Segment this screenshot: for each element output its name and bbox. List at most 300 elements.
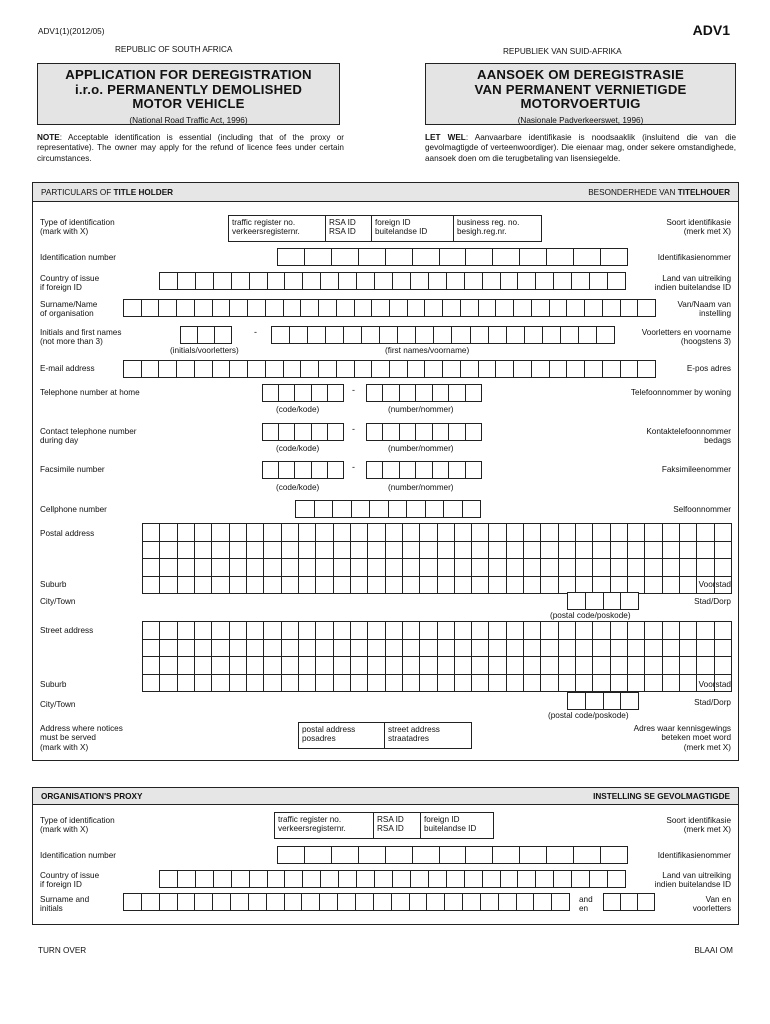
address-char-box[interactable] <box>230 542 247 560</box>
address-char-box[interactable] <box>663 622 680 640</box>
address-char-box[interactable] <box>264 622 281 640</box>
address-char-box[interactable] <box>715 622 732 640</box>
address-char-box[interactable] <box>663 577 680 595</box>
address-char-box[interactable] <box>611 640 628 658</box>
address-char-box[interactable] <box>299 675 316 693</box>
address-char-box[interactable] <box>489 675 506 693</box>
address-char-box[interactable] <box>299 577 316 595</box>
address-char-box[interactable] <box>282 559 299 577</box>
address-char-box[interactable] <box>507 622 524 640</box>
address-char-box[interactable] <box>351 675 368 693</box>
address-char-box[interactable] <box>316 640 333 658</box>
address-char-box[interactable] <box>455 640 472 658</box>
address-char-box[interactable] <box>351 542 368 560</box>
postal-city-label-en: City/Town <box>40 597 76 606</box>
country-label-af: Land van uitreiking indien buitelandse ID <box>654 274 731 293</box>
address-char-box[interactable] <box>645 657 662 675</box>
address-char-box[interactable] <box>420 675 437 693</box>
address-char-box[interactable] <box>455 559 472 577</box>
address-char-box[interactable] <box>230 657 247 675</box>
address-char-box[interactable] <box>143 542 160 560</box>
address-char-box[interactable] <box>697 640 714 658</box>
option-business-reg[interactable]: business reg. no. besigh.reg.nr. <box>457 218 520 237</box>
address-char-box[interactable] <box>212 675 229 693</box>
address-char-box[interactable] <box>160 675 177 693</box>
address-char-box[interactable] <box>680 559 697 577</box>
address-char-box[interactable] <box>576 524 593 542</box>
address-char-box[interactable] <box>455 675 472 693</box>
option-rsa-id[interactable]: RSA ID RSA ID <box>326 216 372 241</box>
address-char-box[interactable] <box>247 524 264 542</box>
address-char-box[interactable] <box>368 524 385 542</box>
option-postal-address[interactable]: postal address posadres <box>299 723 385 748</box>
address-char-box[interactable] <box>507 542 524 560</box>
proxy-option-foreign-id[interactable]: foreign ID buitelandse ID <box>424 815 477 834</box>
address-char-box[interactable] <box>247 622 264 640</box>
address-char-box[interactable] <box>178 577 195 595</box>
option-foreign-id[interactable]: foreign ID buitelandse ID <box>372 216 454 241</box>
address-char-box[interactable] <box>472 675 489 693</box>
address-char-box[interactable] <box>507 559 524 577</box>
address-char-box[interactable] <box>247 640 264 658</box>
address-char-box[interactable] <box>195 657 212 675</box>
address-char-box[interactable] <box>697 559 714 577</box>
address-char-box[interactable] <box>593 524 610 542</box>
fax-code-boxes[interactable] <box>262 461 344 479</box>
address-char-box[interactable] <box>160 622 177 640</box>
address-char-box[interactable] <box>420 657 437 675</box>
address-char-box[interactable] <box>697 524 714 542</box>
address-char-box[interactable] <box>368 622 385 640</box>
address-char-box[interactable] <box>715 524 732 542</box>
address-char-box[interactable] <box>541 657 558 675</box>
address-char-box[interactable] <box>489 577 506 595</box>
address-char-box[interactable] <box>299 542 316 560</box>
address-char-box[interactable] <box>282 657 299 675</box>
address-char-box[interactable] <box>178 640 195 658</box>
address-char-box[interactable] <box>489 640 506 658</box>
address-char-box[interactable] <box>316 542 333 560</box>
address-char-box[interactable] <box>403 657 420 675</box>
address-char-box[interactable] <box>212 559 229 577</box>
address-char-box[interactable] <box>559 640 576 658</box>
address-char-box[interactable] <box>143 640 160 658</box>
proxy-and-label: and en <box>579 895 593 914</box>
address-char-box[interactable] <box>628 622 645 640</box>
address-char-box[interactable] <box>334 524 351 542</box>
address-char-box[interactable] <box>334 675 351 693</box>
email-boxes[interactable] <box>123 360 656 378</box>
address-char-box[interactable] <box>178 622 195 640</box>
address-char-box[interactable] <box>316 524 333 542</box>
address-char-box[interactable] <box>160 524 177 542</box>
address-char-box[interactable] <box>212 524 229 542</box>
address-char-box[interactable] <box>611 542 628 560</box>
address-char-box[interactable] <box>282 622 299 640</box>
address-char-box[interactable] <box>663 640 680 658</box>
address-char-box[interactable] <box>316 657 333 675</box>
address-char-box[interactable] <box>160 542 177 560</box>
address-char-box[interactable] <box>438 524 455 542</box>
address-char-box[interactable] <box>489 524 506 542</box>
address-char-box[interactable] <box>628 675 645 693</box>
proxy-surname-boxes[interactable] <box>123 893 570 911</box>
address-char-box[interactable] <box>611 524 628 542</box>
address-char-box[interactable] <box>195 559 212 577</box>
address-char-box[interactable] <box>438 622 455 640</box>
address-char-box[interactable] <box>351 524 368 542</box>
address-char-box[interactable] <box>541 559 558 577</box>
address-char-box[interactable] <box>212 622 229 640</box>
address-char-box[interactable] <box>628 657 645 675</box>
cell-boxes[interactable] <box>295 500 481 518</box>
address-char-box[interactable] <box>386 657 403 675</box>
address-char-box[interactable] <box>230 640 247 658</box>
address-char-box[interactable] <box>489 657 506 675</box>
address-char-box[interactable] <box>386 675 403 693</box>
address-char-box[interactable] <box>368 675 385 693</box>
address-char-box[interactable] <box>386 577 403 595</box>
address-char-box[interactable] <box>645 524 662 542</box>
address-char-box[interactable] <box>178 559 195 577</box>
address-char-box[interactable] <box>212 657 229 675</box>
address-char-box[interactable] <box>264 640 281 658</box>
address-char-box[interactable] <box>489 559 506 577</box>
address-char-box[interactable] <box>489 622 506 640</box>
address-char-box[interactable] <box>212 542 229 560</box>
proxy-initials-boxes[interactable] <box>603 893 655 911</box>
address-char-box[interactable] <box>143 524 160 542</box>
address-char-box[interactable] <box>455 577 472 595</box>
address-char-box[interactable] <box>178 524 195 542</box>
address-char-box[interactable] <box>420 524 437 542</box>
address-char-box[interactable] <box>299 622 316 640</box>
address-char-box[interactable] <box>247 577 264 595</box>
address-char-box[interactable] <box>541 640 558 658</box>
address-char-box[interactable] <box>576 542 593 560</box>
address-char-box[interactable] <box>524 577 541 595</box>
address-char-box[interactable] <box>489 542 506 560</box>
address-char-box[interactable] <box>299 559 316 577</box>
address-char-box[interactable] <box>541 542 558 560</box>
address-char-box[interactable] <box>143 577 160 595</box>
address-char-box[interactable] <box>438 675 455 693</box>
address-char-box[interactable] <box>264 675 281 693</box>
address-char-box[interactable] <box>507 577 524 595</box>
address-char-box[interactable] <box>386 542 403 560</box>
initials-boxes[interactable] <box>180 326 232 344</box>
address-char-box[interactable] <box>524 559 541 577</box>
address-char-box[interactable] <box>368 559 385 577</box>
address-char-box[interactable] <box>403 559 420 577</box>
address-char-box[interactable] <box>697 622 714 640</box>
address-char-box[interactable] <box>507 657 524 675</box>
address-char-box[interactable] <box>455 524 472 542</box>
address-char-box[interactable] <box>334 657 351 675</box>
address-char-box[interactable] <box>264 559 281 577</box>
address-char-box[interactable] <box>230 559 247 577</box>
address-char-box[interactable] <box>611 559 628 577</box>
address-char-box[interactable] <box>559 542 576 560</box>
address-char-box[interactable] <box>559 675 576 693</box>
address-char-box[interactable] <box>160 577 177 595</box>
postal-suburb-label-af: Voorstad <box>698 580 731 589</box>
address-char-box[interactable] <box>663 542 680 560</box>
address-char-box[interactable] <box>160 559 177 577</box>
address-char-box[interactable] <box>663 559 680 577</box>
address-char-box[interactable] <box>611 675 628 693</box>
address-char-box[interactable] <box>299 640 316 658</box>
address-char-box[interactable] <box>403 675 420 693</box>
address-char-box[interactable] <box>645 640 662 658</box>
address-char-box[interactable] <box>195 640 212 658</box>
address-char-box[interactable] <box>524 675 541 693</box>
address-char-box[interactable] <box>420 622 437 640</box>
address-char-box[interactable] <box>645 559 662 577</box>
proxy-id-number-boxes[interactable] <box>277 846 628 864</box>
address-char-box[interactable] <box>455 622 472 640</box>
address-char-box[interactable] <box>524 622 541 640</box>
address-char-box[interactable] <box>472 657 489 675</box>
address-char-box[interactable] <box>472 559 489 577</box>
address-char-box[interactable] <box>316 559 333 577</box>
address-char-box[interactable] <box>299 524 316 542</box>
address-char-box[interactable] <box>230 622 247 640</box>
address-char-box[interactable] <box>195 542 212 560</box>
turn-over-af: BLAAI OM <box>694 946 733 955</box>
address-char-box[interactable] <box>386 559 403 577</box>
address-char-box[interactable] <box>541 524 558 542</box>
address-char-box[interactable] <box>593 657 610 675</box>
address-char-box[interactable] <box>559 559 576 577</box>
address-char-box[interactable] <box>334 559 351 577</box>
proxy-option-traffic-register[interactable]: traffic register no. verkeersregisternr. <box>275 813 374 838</box>
address-char-box[interactable] <box>715 559 732 577</box>
address-char-box[interactable] <box>663 524 680 542</box>
address-char-box[interactable] <box>247 657 264 675</box>
address-char-box[interactable] <box>316 675 333 693</box>
address-char-box[interactable] <box>438 559 455 577</box>
address-char-box[interactable] <box>524 657 541 675</box>
address-char-box[interactable] <box>403 622 420 640</box>
address-char-box[interactable] <box>403 577 420 595</box>
address-char-box[interactable] <box>351 559 368 577</box>
address-char-box[interactable] <box>420 577 437 595</box>
street-postal-code-boxes[interactable] <box>567 692 639 710</box>
address-char-box[interactable] <box>593 640 610 658</box>
address-char-box[interactable] <box>680 524 697 542</box>
address-char-box[interactable] <box>680 542 697 560</box>
address-char-box[interactable] <box>195 622 212 640</box>
address-char-box[interactable] <box>524 640 541 658</box>
id-number-boxes[interactable] <box>277 248 628 266</box>
address-char-box[interactable] <box>195 524 212 542</box>
address-char-box[interactable] <box>351 577 368 595</box>
address-char-box[interactable] <box>282 524 299 542</box>
address-char-box[interactable] <box>264 524 281 542</box>
address-char-box[interactable] <box>593 542 610 560</box>
address-char-box[interactable] <box>593 559 610 577</box>
address-char-box[interactable] <box>680 622 697 640</box>
address-char-box[interactable] <box>438 542 455 560</box>
address-char-box[interactable] <box>541 577 558 595</box>
address-char-box[interactable] <box>524 542 541 560</box>
address-char-box[interactable] <box>628 542 645 560</box>
address-char-box[interactable] <box>264 657 281 675</box>
postal-code-boxes[interactable] <box>567 592 639 610</box>
address-char-box[interactable] <box>316 622 333 640</box>
address-char-box[interactable] <box>403 640 420 658</box>
address-char-box[interactable] <box>334 542 351 560</box>
address-char-box[interactable] <box>680 640 697 658</box>
address-char-box[interactable] <box>230 524 247 542</box>
address-char-box[interactable] <box>334 640 351 658</box>
title-en: APPLICATION FOR DEREGISTRATION i.r.o. PERMANENTLY DEMOLISHED MOTOR VEHICLE <box>65 67 312 111</box>
address-char-box[interactable] <box>282 542 299 560</box>
address-char-box[interactable] <box>386 622 403 640</box>
address-char-box[interactable] <box>160 640 177 658</box>
address-char-box[interactable] <box>645 577 662 595</box>
address-char-box[interactable] <box>368 640 385 658</box>
address-char-box[interactable] <box>576 675 593 693</box>
address-char-box[interactable] <box>316 577 333 595</box>
address-char-box[interactable] <box>541 675 558 693</box>
address-char-box[interactable] <box>593 622 610 640</box>
address-char-box[interactable] <box>247 542 264 560</box>
address-char-box[interactable] <box>645 542 662 560</box>
contact-number-boxes[interactable] <box>366 423 482 441</box>
address-char-box[interactable] <box>645 622 662 640</box>
address-char-box[interactable] <box>143 675 160 693</box>
address-char-box[interactable] <box>663 657 680 675</box>
option-street-address[interactable]: street address straatadres <box>388 725 440 744</box>
address-char-box[interactable] <box>212 577 229 595</box>
address-char-box[interactable] <box>420 640 437 658</box>
address-char-box[interactable] <box>697 657 714 675</box>
address-char-box[interactable] <box>247 675 264 693</box>
address-char-box[interactable] <box>507 640 524 658</box>
address-char-box[interactable] <box>264 542 281 560</box>
tel-home-code-boxes[interactable] <box>262 384 344 402</box>
address-char-box[interactable] <box>195 675 212 693</box>
address-char-box[interactable] <box>178 657 195 675</box>
address-char-box[interactable] <box>195 577 212 595</box>
address-char-box[interactable] <box>472 524 489 542</box>
proxy-country-boxes[interactable] <box>159 870 626 888</box>
address-char-box[interactable] <box>438 640 455 658</box>
contact-code-boxes[interactable] <box>262 423 344 441</box>
proxy-option-rsa-id[interactable]: RSA ID RSA ID <box>374 813 421 838</box>
address-char-box[interactable] <box>368 577 385 595</box>
address-char-box[interactable] <box>663 675 680 693</box>
address-char-box[interactable] <box>351 640 368 658</box>
address-char-box[interactable] <box>282 675 299 693</box>
address-char-box[interactable] <box>541 622 558 640</box>
address-char-box[interactable] <box>143 559 160 577</box>
address-char-box[interactable] <box>178 675 195 693</box>
address-char-box[interactable] <box>368 542 385 560</box>
address-char-box[interactable] <box>212 640 229 658</box>
address-char-box[interactable] <box>645 675 662 693</box>
address-char-box[interactable] <box>282 577 299 595</box>
address-char-box[interactable] <box>143 657 160 675</box>
address-char-box[interactable] <box>472 622 489 640</box>
surname-boxes[interactable] <box>123 299 656 317</box>
address-char-box[interactable] <box>368 657 385 675</box>
surname-label-af: Van/Naam van instelling <box>677 300 731 319</box>
address-char-box[interactable] <box>160 657 177 675</box>
address-char-box[interactable] <box>403 542 420 560</box>
tel-home-number-boxes[interactable] <box>366 384 482 402</box>
address-char-box[interactable] <box>576 622 593 640</box>
address-char-box[interactable] <box>299 657 316 675</box>
address-char-box[interactable] <box>576 657 593 675</box>
address-char-box[interactable] <box>472 542 489 560</box>
postal-address-grid[interactable] <box>142 523 732 594</box>
address-char-box[interactable] <box>628 524 645 542</box>
address-char-box[interactable] <box>247 559 264 577</box>
address-char-box[interactable] <box>230 675 247 693</box>
address-char-box[interactable] <box>403 524 420 542</box>
address-char-box[interactable] <box>230 577 247 595</box>
address-char-box[interactable] <box>559 524 576 542</box>
address-char-box[interactable] <box>593 675 610 693</box>
address-char-box[interactable] <box>178 542 195 560</box>
address-char-box[interactable] <box>715 542 732 560</box>
country-boxes[interactable] <box>159 272 626 290</box>
fax-number-boxes[interactable] <box>366 461 482 479</box>
address-char-box[interactable] <box>697 542 714 560</box>
address-char-box[interactable] <box>559 622 576 640</box>
address-char-box[interactable] <box>524 524 541 542</box>
address-char-box[interactable] <box>680 657 697 675</box>
address-char-box[interactable] <box>351 622 368 640</box>
address-char-box[interactable] <box>386 524 403 542</box>
address-char-box[interactable] <box>334 622 351 640</box>
address-char-box[interactable] <box>611 657 628 675</box>
address-char-box[interactable] <box>680 675 697 693</box>
address-char-box[interactable] <box>420 559 437 577</box>
address-char-box[interactable] <box>628 559 645 577</box>
address-char-box[interactable] <box>628 640 645 658</box>
address-char-box[interactable] <box>680 577 697 595</box>
address-char-box[interactable] <box>472 577 489 595</box>
address-char-box[interactable] <box>715 657 732 675</box>
address-char-box[interactable] <box>507 675 524 693</box>
address-char-box[interactable] <box>438 577 455 595</box>
address-char-box[interactable] <box>334 577 351 595</box>
address-char-box[interactable] <box>576 559 593 577</box>
address-char-box[interactable] <box>472 640 489 658</box>
address-char-box[interactable] <box>611 622 628 640</box>
address-char-box[interactable] <box>715 640 732 658</box>
address-char-box[interactable] <box>438 657 455 675</box>
address-char-box[interactable] <box>420 542 437 560</box>
address-char-box[interactable] <box>576 640 593 658</box>
first-names-boxes[interactable] <box>271 326 615 344</box>
address-char-box[interactable] <box>264 577 281 595</box>
address-char-box[interactable] <box>143 622 160 640</box>
address-char-box[interactable] <box>282 640 299 658</box>
address-char-box[interactable] <box>351 657 368 675</box>
street-address-grid[interactable] <box>142 621 732 692</box>
address-char-box[interactable] <box>507 524 524 542</box>
address-char-box[interactable] <box>455 657 472 675</box>
address-char-box[interactable] <box>386 640 403 658</box>
address-char-box[interactable] <box>559 657 576 675</box>
address-char-box[interactable] <box>455 542 472 560</box>
option-traffic-register[interactable]: traffic register no. verkeersregisternr. <box>229 216 326 241</box>
